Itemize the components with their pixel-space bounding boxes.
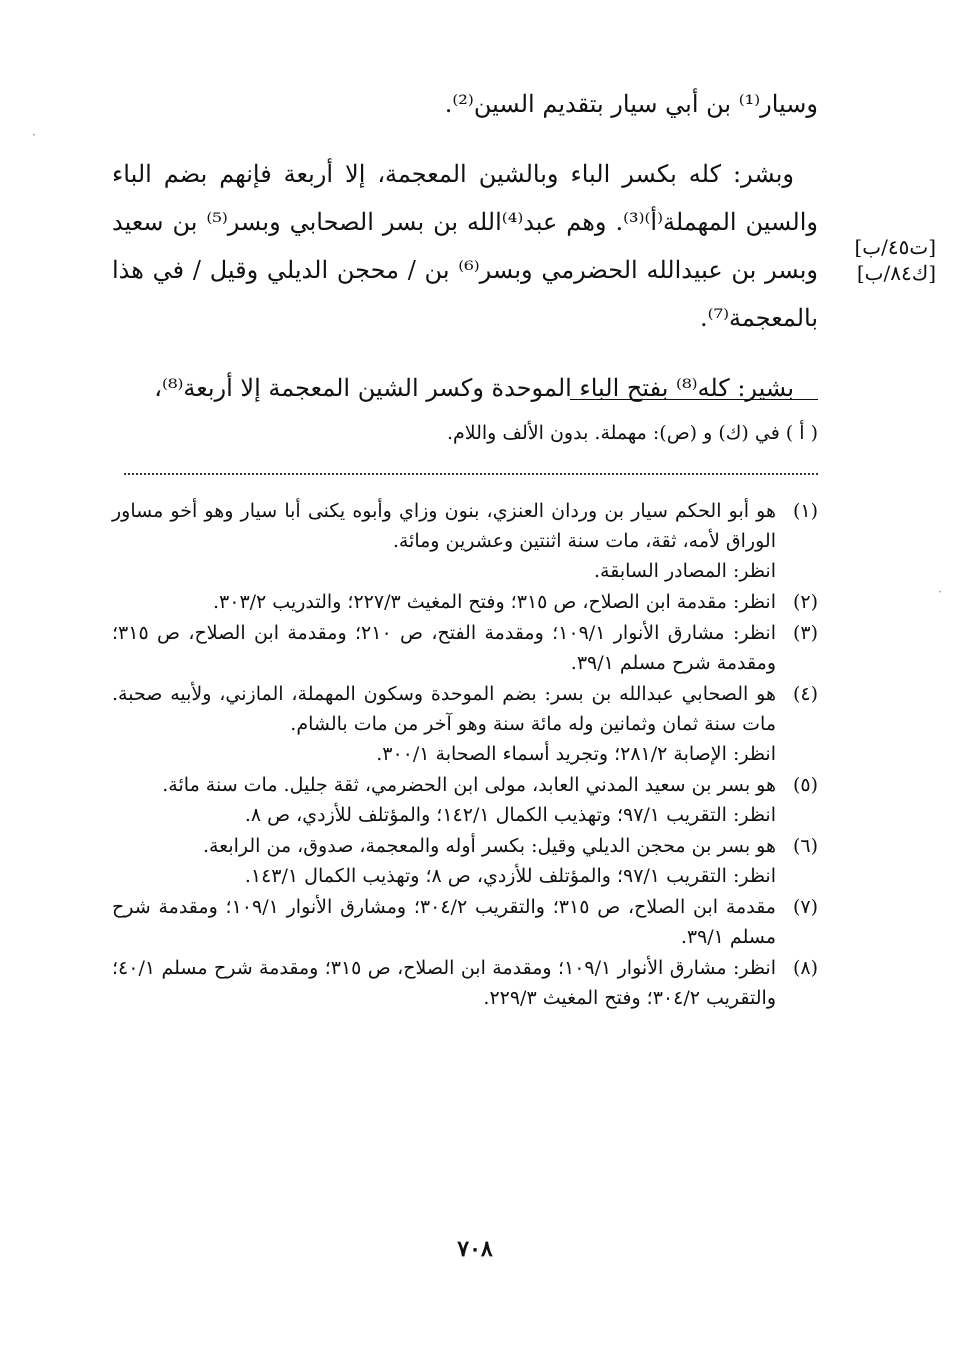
footnote-line: انظر: التقريب ٩٧/١؛ والمؤتلف للأزدي، ص ٨؛ وتهذيب الكمال ١٤٣/١. [244, 865, 776, 887]
folio-ref-t: [ت٤٥/ب] [854, 235, 936, 259]
footnote-number: (٢) [792, 591, 818, 613]
footnote-text [112, 892, 776, 952]
footnote-5 [112, 770, 818, 830]
footnote-number: (٥) [792, 774, 818, 796]
scan-speck: · [938, 585, 942, 599]
footnote-number: (٧) [792, 896, 818, 918]
dotted-separator-line [124, 473, 818, 475]
footnotes-section [112, 496, 818, 1014]
footnote-text [112, 953, 776, 1013]
footnote-text [112, 496, 776, 586]
footnote-2 [112, 587, 818, 617]
footnote-line: انظر: المصادر السابقة. [593, 560, 776, 582]
footnote-number: (٤) [792, 683, 818, 705]
footnote-1 [112, 496, 818, 586]
main-text-body [112, 80, 818, 412]
manuscript-folio-references [826, 234, 936, 286]
footnote-4 [112, 679, 818, 769]
footnote-line: انظر: الإصابة ٢٨١/٢؛ وتجريد أسماء الصحابة ٣٠٠/١. [376, 743, 776, 765]
main-paragraph-bashir: بشير: كله⁽⁸⁾ بفتح الباء الموحدة وكسر الشين المعجمة إلا أربعة⁽⁸⁾، [154, 374, 794, 402]
footnote-line: هو أبو الحكم سيار بن وردان العنزي، بنون وزاي وأبوه يكنى أبا سيار وهو أخو مساور الوراق لأمه، ثقة، مات سنة اثنتين وعشرين ومائة. [112, 500, 776, 552]
footnote-line: مقدمة ابن الصلاح، ص ٣١٥؛ والتقريب ٣٠٤/٢؛ ومشارق الأنوار ١٠٩/١؛ ومقدمة شرح مسلم ٣٩/١. [112, 896, 776, 948]
scan-speck: · [32, 128, 36, 142]
footnote-separator-line [570, 399, 818, 400]
footnote-text [112, 618, 776, 678]
footnote-7 [112, 892, 818, 952]
footnote-line: هو الصحابي عبدالله بن بسر: بضم الموحدة وسكون المهملة، المازني، ولأبيه صحبة. مات سنة ثمان وثمانين وله مائة سنة وهو آخر من مات بالشام. [112, 683, 776, 735]
footnote-line: هو بسر بن سعيد المدني العابد، مولى ابن الحضرمي، ثقة جليل. مات سنة مائة. [162, 774, 776, 796]
footnote-line: انظر: مشارق الأنوار ١٠٩/١؛ ومقدمة الفتح، ص ٢١٠؛ ومقدمة ابن الصلاح، ص ٣١٥؛ ومقدمة شرح مسلم ٣٩/١. [112, 622, 776, 674]
footnote-6 [112, 831, 818, 891]
footnote-text [112, 587, 776, 617]
footnote-8 [112, 953, 818, 1013]
page-number: ٧٠٨ [457, 1236, 493, 1262]
footnote-line: هو بسر بن محجن الديلي وقيل: بكسر أوله والمعجمة، صدوق، من الرابعة. [202, 835, 776, 857]
footnote-line: انظر: مشارق الأنوار ١٠٩/١؛ ومقدمة ابن الصلاح، ص ٣١٥؛ ومقدمة شرح مسلم ٤٠/١؛ والتقريب ٣٠٤/٢؛ وفتح المغيث ٢٢٩/٣. [112, 957, 776, 1009]
folio-ref-k: [ك٨٤/ب] [856, 261, 936, 285]
footnote-line: انظر: مقدمة ابن الصلاح، ص ٣١٥؛ وفتح المغيث ٢٢٧/٣؛ والتدريب ٣٠٣/٢. [212, 591, 776, 613]
footnote-text [112, 679, 776, 769]
footnote-number: (٣) [792, 622, 818, 644]
footnote-line: انظر: التقريب ٩٧/١؛ وتهذيب الكمال ١٤٢/١؛ والمؤتلف للأزدي، ص ٨. [244, 804, 776, 826]
footnote-3 [112, 618, 818, 678]
variant-reading-note: ( أ ) في (ك) و (ص): مهملة. بدون الألف واللام. [446, 422, 818, 444]
footnote-number: (٦) [792, 835, 818, 857]
footnote-text [112, 831, 776, 891]
footnote-number: (٨) [792, 957, 818, 979]
main-paragraph-sayyar: وسيار⁽¹⁾ بن أبي سيار بتقديم السين⁽²⁾. [444, 90, 818, 118]
footnote-number: (١) [792, 500, 818, 522]
main-paragraph-bishr: وبشر: كله بكسر الباء وبالشين المعجمة، إلا أربعة فإنهم بضم الباء والسين المهملة⁽أ⁾⁽³⁾. وهم عبد⁽⁴⁾الله بن بسر الصحابي وبسر⁽⁵⁾ بن سعيد وبسر بن عبيدالله الحضرمي وبسر⁽⁶⁾ بن / محجن الديلي وقيل / في هذا بالمعجمة⁽⁷⁾. [112, 160, 818, 332]
footnote-text [112, 770, 776, 830]
